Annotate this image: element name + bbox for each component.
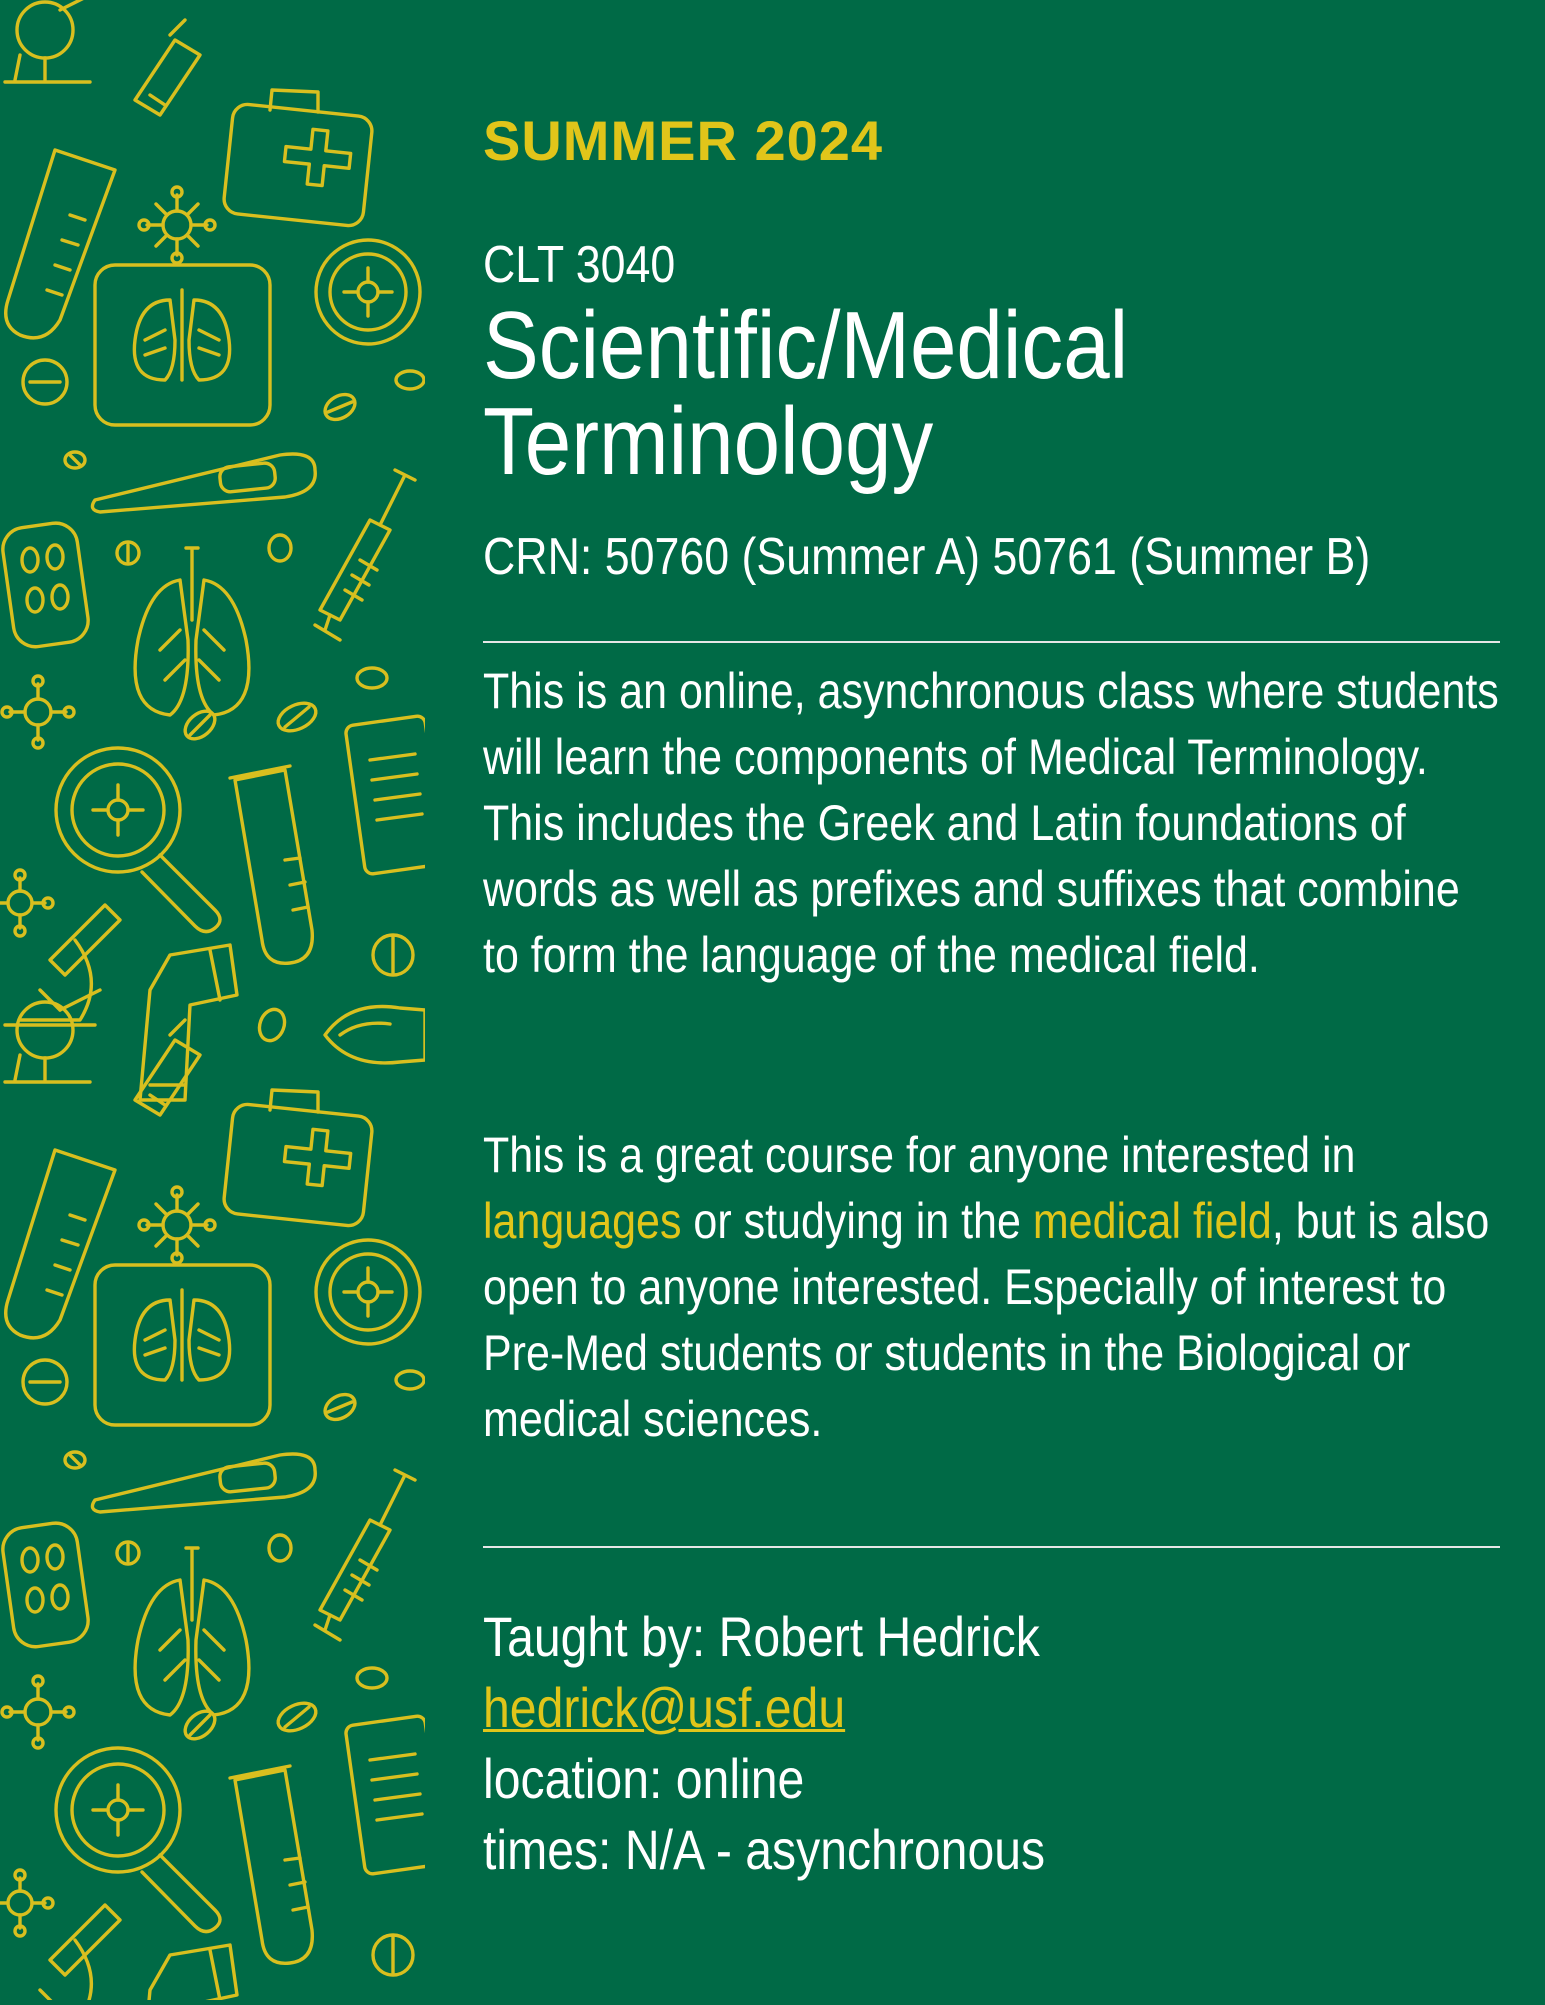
instructor-email-link[interactable]: hedrick@usf.edu — [483, 1676, 846, 1739]
instructor-line: Taught by: Robert Hedrick — [483, 1605, 1040, 1668]
p2-text-1: This is a great course for anyone interested in — [483, 1127, 1356, 1183]
medical-icon-pattern — [0, 0, 425, 2000]
divider-top — [483, 641, 1500, 643]
divider-bottom — [483, 1546, 1500, 1548]
p2-text-3: , but is also open to anyone interested. Especially of interest to Pre-Med students or students in the Biological or medical sciences. — [483, 1193, 1490, 1447]
course-title — [483, 292, 1492, 495]
course-title-line2: Terminology — [483, 388, 934, 495]
times-line: times: N/A - asynchronous — [483, 1818, 1046, 1881]
highlight-medical-field: medical field — [1032, 1193, 1272, 1249]
location-line: location: online — [483, 1747, 805, 1810]
highlight-languages: languages — [483, 1193, 682, 1249]
course-crn: CRN: 50760 (Summer A) 50761 (Summer B) — [483, 528, 1371, 586]
course-info — [483, 1601, 1429, 1885]
p2-text-2: or studying in the — [681, 1193, 1033, 1249]
course-title-line1: Scientific/Medical — [483, 292, 1129, 399]
term-heading: SUMMER 2024 — [483, 109, 884, 172]
description-paragraph-1: This is an online, asynchronous class where students will learn the components of Medical Terminology. This includes the Greek and Latin foundations of words as well as prefixes and suffixes that combine to form the language of the medical field. — [483, 663, 1499, 983]
description-paragraph-2 — [483, 1122, 1502, 1452]
course-code: CLT 3040 — [483, 236, 676, 294]
